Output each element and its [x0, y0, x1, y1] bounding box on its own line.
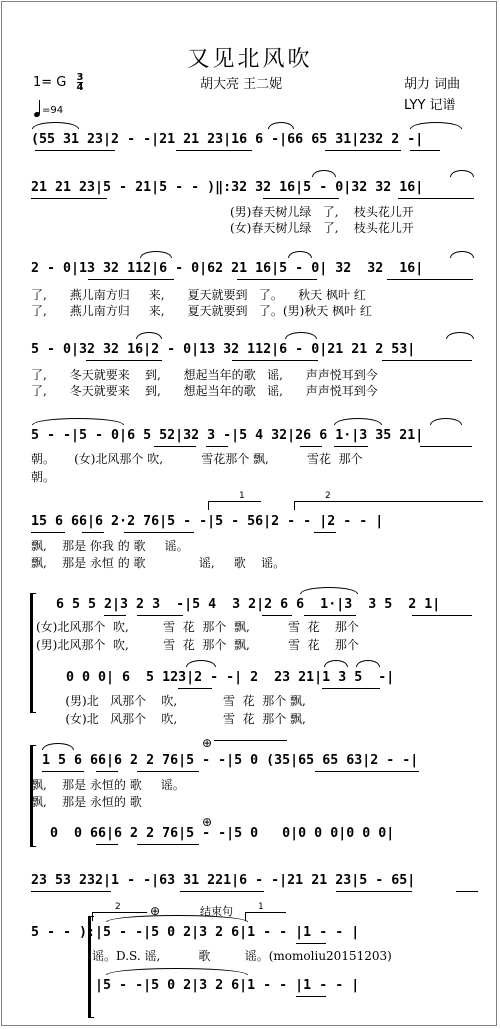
lyric-line: 飘, 那是 永恒 的 歌 谣, 歌 谣。	[31, 556, 286, 570]
slur	[288, 251, 312, 258]
beam	[314, 532, 336, 533]
volta-first-ending: 1	[208, 501, 261, 510]
lyric-line: 了, 冬天就要来 到, 想起当年的歌 谣, 声声悦耳到今	[31, 368, 378, 382]
lyric-line: (女)春天树儿绿 了, 枝头花儿开	[230, 221, 414, 235]
beam	[232, 360, 318, 361]
staff-line-upper: 5 - - ):|5 - -|5 0 2|3 2 6|1 - - |1 - - |	[31, 925, 360, 940]
beam	[382, 360, 472, 361]
slur	[446, 332, 474, 339]
beam	[237, 279, 317, 280]
volta-second-ending: 2	[294, 501, 483, 510]
slur	[186, 660, 216, 667]
beam	[296, 943, 326, 944]
lyric-line: 朝。	[31, 470, 56, 484]
beam	[154, 446, 196, 447]
lyricist-composer: 胡力 词曲	[404, 77, 461, 92]
staff-line-lower: |5 - -|5 0 2|3 2 6|1 - - |1 - - |	[31, 978, 360, 993]
beam	[137, 771, 199, 772]
beam	[398, 198, 474, 199]
beam	[104, 615, 126, 616]
slur	[324, 660, 348, 667]
slur	[312, 170, 336, 177]
staff-line-lower: 0 0 66|6 2 2 76|5 - -|5 0 0|0 0 0|0 0 0|	[42, 826, 395, 841]
lyric-line: (男)北风那个 吹, 雪 花 那个 飘, 雪 花 那个	[36, 638, 359, 652]
beam	[137, 615, 183, 616]
lyric-line: (女)北 风那个 吹, 雪 花 那个 飘,	[31, 712, 306, 726]
lyric-line: 谣。D.S. 谣, 歌 谣。(momoliu20151203)	[31, 949, 392, 963]
beam	[86, 360, 162, 361]
staff-line-5: 5 - -|5 - 0|6 5 52|32 3 -|5 4 32|26 6 1·|3 35 21|	[31, 428, 424, 443]
beam	[96, 771, 118, 772]
beam	[124, 532, 194, 533]
beam	[176, 150, 252, 151]
beam	[137, 844, 199, 845]
volta-end-second: 2	[92, 912, 147, 921]
slur	[106, 915, 248, 922]
beam	[336, 891, 412, 892]
slur	[450, 251, 474, 258]
staff-line-6: 15 6 66|6 2·2 76|5 - -|5 - 56|2 - - |2 - - |	[31, 514, 384, 529]
slur	[32, 122, 79, 129]
beam	[262, 615, 292, 616]
lyric-line: 朝。 (女)北风那个 吹, 雪花那个 飘, 雪花 那个	[31, 452, 363, 466]
tempo-marking: =94	[42, 105, 64, 116]
staff-line-1: (55 31 23|2 - -|21 21 23|16 6 -|66 65 31|232 2 -|	[31, 132, 424, 147]
beam	[263, 198, 339, 199]
slur	[300, 587, 358, 594]
staff-line-upper: 6 5 5 2|3 2 3 -|5 4 3 2|2 6 6 1·|3 3 5 2 1|	[48, 597, 441, 612]
beam	[300, 446, 322, 447]
beam	[42, 771, 84, 772]
beam	[325, 150, 401, 151]
staff-line-2: 21 21 23|5 - 21|5 - - )‖:32 32 16|5 - 0|32 32 16|	[31, 180, 424, 195]
ending-phrase-label: 结束句	[200, 905, 233, 918]
beam	[31, 891, 111, 892]
beam	[420, 446, 472, 447]
staff-line-3: 2 - 0|13 32 112|6 - 0|62 21 16|5 - 0| 32 32 16|	[31, 261, 424, 276]
singers: 胡大亮 王二妮	[200, 77, 283, 92]
staff-line-4: 5 - 0|32 32 16|2 - 0|13 32 112|6 - 0|21 21 2 53|	[31, 342, 416, 357]
slur	[268, 122, 294, 129]
beam	[31, 532, 65, 533]
slur	[430, 418, 462, 425]
key-signature: 1= G $\frac{3}{4}$	[33, 72, 84, 93]
lyric-line: 了, 燕儿南方归 来, 夏天就要到 了。(男)秋天 枫叶 红	[31, 304, 372, 318]
beam	[206, 446, 228, 447]
slur	[106, 968, 248, 975]
beam	[296, 996, 326, 997]
song-title: 又见北风吹	[187, 47, 313, 72]
beam	[387, 279, 473, 280]
volta-end-first: 1	[245, 912, 286, 921]
slur	[285, 332, 317, 339]
slur	[32, 418, 124, 425]
lyric-line: 飘, 那是 你我 的 歌 谣。	[31, 539, 189, 553]
staff-line-lower: 0 0 0| 6 5 123|2 - -| 2 23 21|1 3 5 -|	[58, 670, 395, 685]
time-signature: $\frac{3}{4}$	[76, 72, 84, 93]
beam	[412, 615, 472, 616]
beam	[334, 446, 368, 447]
coda-line	[214, 740, 287, 741]
beam	[178, 688, 212, 689]
transcriber: LYY 记谱	[404, 98, 456, 113]
beam	[82, 532, 104, 533]
lyric-line: 飘, 那是 永恒的 歌 谣。	[31, 778, 185, 792]
staff-line-interlude: 23 53 232|1 - -|63 31 221|6 - -|21 21 23|5 - 65|	[31, 873, 416, 888]
slur	[356, 660, 380, 667]
slur	[42, 743, 74, 750]
beam	[180, 891, 264, 892]
beam	[315, 771, 419, 772]
lyric-line: (男)北 风那个 吹, 雪 花 那个 飘,	[31, 694, 306, 708]
slur	[334, 418, 382, 425]
staff-line-upper: 1 5 6 66|6 2 2 76|5 - -|5 0 (35|65 65 63|2 - -|	[42, 753, 419, 768]
slur	[136, 332, 162, 339]
coda-sign-icon: ⊕	[150, 904, 161, 918]
coda-sign-icon: ⊕	[202, 736, 213, 750]
slur	[140, 251, 172, 258]
lyric-line: 了, 冬天就要来 到, 想起当年的歌 谣, 声声悦耳到今	[31, 384, 378, 398]
slur	[410, 122, 462, 129]
beam	[35, 150, 115, 151]
beam	[88, 279, 174, 280]
lyric-line: (女)北风那个 吹, 雪 花 那个 飘, 雪 花 那个	[36, 620, 359, 634]
beam	[96, 844, 118, 845]
beam	[31, 198, 107, 199]
beam	[322, 688, 380, 689]
lyric-line: 飘, 那是 永恒的 歌	[31, 795, 142, 809]
beam	[304, 615, 356, 616]
coda-sign-icon: ⊕	[202, 815, 213, 829]
lyric-line: (男)春天树儿绿 了, 枝头花儿开	[230, 205, 414, 219]
beam	[456, 891, 478, 892]
lyric-line: 了, 燕儿南方归 来, 夏天就要到 了。 秋天 枫叶 红	[31, 288, 366, 302]
beam	[410, 150, 440, 151]
slur	[450, 170, 474, 177]
